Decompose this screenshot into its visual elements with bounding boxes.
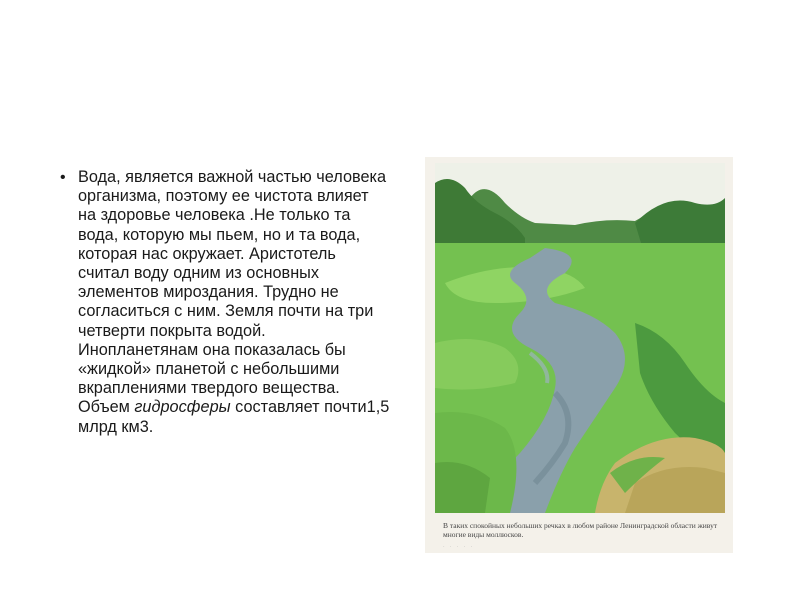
page-mark: · · · · · (443, 545, 475, 550)
bullet-marker: • (60, 169, 66, 186)
text-block (60, 168, 390, 453)
body-text-end: составляет почти1,5 млрд км3. (78, 398, 390, 436)
photo-caption: В таких спокойных небольших речках в любом районе Ленинградской области живут многие виды моллюсков. (443, 521, 718, 539)
photo-frame (425, 157, 733, 553)
body-paragraph (78, 168, 390, 437)
body-text-start: Вода, является важной частью человека организма, поэтому ее чистота влияет на здоровье человека .Не только та вода, которую мы пьем, но и та вода, которая нас окружает. Аристотель считал воду одним из основных элементов мироздания. Трудно не согласиться с ним. Земля почти на три четверти покрыта водой. Инопланетянам она показалась бы «жидкой» планетой с небольшими вкраплениями твердого вещества. Объем (78, 168, 387, 417)
river-photo (435, 163, 725, 513)
river-photo-svg (435, 163, 725, 513)
body-text-italic: гидросферы (134, 398, 231, 417)
